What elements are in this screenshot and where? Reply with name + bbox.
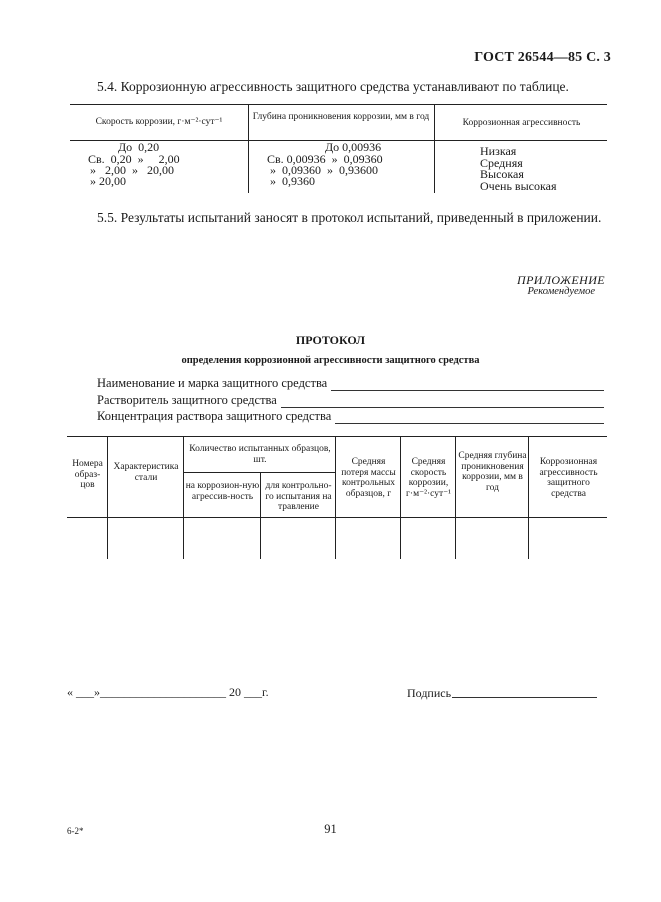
fill-line[interactable] [281,395,604,408]
subheader-rule [183,472,335,473]
protocol-table [67,436,607,559]
appendix-subtitle: Рекомендуемое [527,286,595,297]
header-rule [67,517,607,518]
fill-line[interactable] [331,378,604,391]
header-count-control: для контрольно-го испытания на травление [265,481,332,512]
protocol-subtitle: определения коррозионной агрессивности защитного средства [181,355,480,366]
depth-value: Св. 0,00936 » 0,09360 [267,152,383,166]
header-aggressiveness: Коррозионная агрессивность [462,118,581,128]
page-number: 91 [324,822,337,836]
header-corrosion-speed: Средняя скорость коррозии, г·м⁻²·сут⁻¹ [406,457,451,499]
column-divider [260,472,261,559]
aggressiveness-value: Очень высокая [480,179,557,193]
field-product-name[interactable] [97,376,604,391]
appendix-title: ПРИЛОЖЕНИЕ [517,273,605,287]
footer-mark: 6-2* [67,826,84,836]
aggressiveness-value: Средняя [480,156,523,170]
speed-value: » 2,00 » 20,00 [90,163,174,177]
column-divider [455,437,456,559]
header-steel: Характеристика стали [113,462,179,483]
header-corrosion-speed: Скорость коррозии, г·м⁻²·сут⁻¹ [95,117,223,127]
column-divider [434,105,435,193]
header-count-aggressiveness: на коррозион-ную агрессив-ность [185,481,260,502]
column-divider [400,437,401,559]
signature-line[interactable] [452,697,597,698]
field-solvent[interactable] [97,393,604,408]
section-5-4: 5.4. Коррозионную агрессивность защитного средства устанавливают по таблице. [97,79,569,94]
header-corrosion-depth: Глубина проникновения коррозии, мм в год [252,112,430,122]
speed-value: » 20,00 [90,174,126,188]
header-corrosion-depth: Средняя глубина проникновения коррозии, мм в год [458,451,527,493]
aggressiveness-table [70,104,607,193]
date-line[interactable]: « ___»_____________________ 20 ___г. [67,685,269,699]
column-divider [528,437,529,559]
header-sample-count: Количество испытанных образцов, шт. [189,444,331,465]
depth-value: До 0,00936 [325,140,382,154]
column-divider [107,437,108,559]
depth-value: » 0,09360 » 0,93600 [270,163,378,177]
aggressiveness-value: Низкая [480,144,517,158]
column-divider [335,437,336,559]
document-code: ГОСТ 26544—85 С. 3 [474,50,611,65]
speed-value: Св. 0,20 » 2,00 [88,152,180,166]
header-aggressiveness: Коррозионная агрессивность защитного средства [539,457,598,499]
column-divider [248,105,249,193]
column-divider [183,437,184,559]
field-label: Растворитель защитного средства [97,393,277,407]
signature-label: Подпись [407,686,452,700]
header-mass-loss: Средняя потеря массы контрольных образцов, г [341,457,396,499]
speed-value: До 0,20 [118,140,160,154]
field-label: Концентрация раствора защитного средства [97,409,332,423]
protocol-title: ПРОТОКОЛ [295,333,366,347]
section-5-5: 5.5. Результаты испытаний заносят в протокол испытаний, приведенный в приложении. [97,210,602,225]
aggressiveness-value: Высокая [480,167,524,181]
field-label: Наименование и марка защитного средства [97,376,328,390]
field-concentration[interactable] [97,409,604,424]
header-sample-numbers: Номера образ-цов [72,459,103,490]
depth-value: » 0,9360 [270,174,315,188]
fill-line[interactable] [335,411,604,424]
